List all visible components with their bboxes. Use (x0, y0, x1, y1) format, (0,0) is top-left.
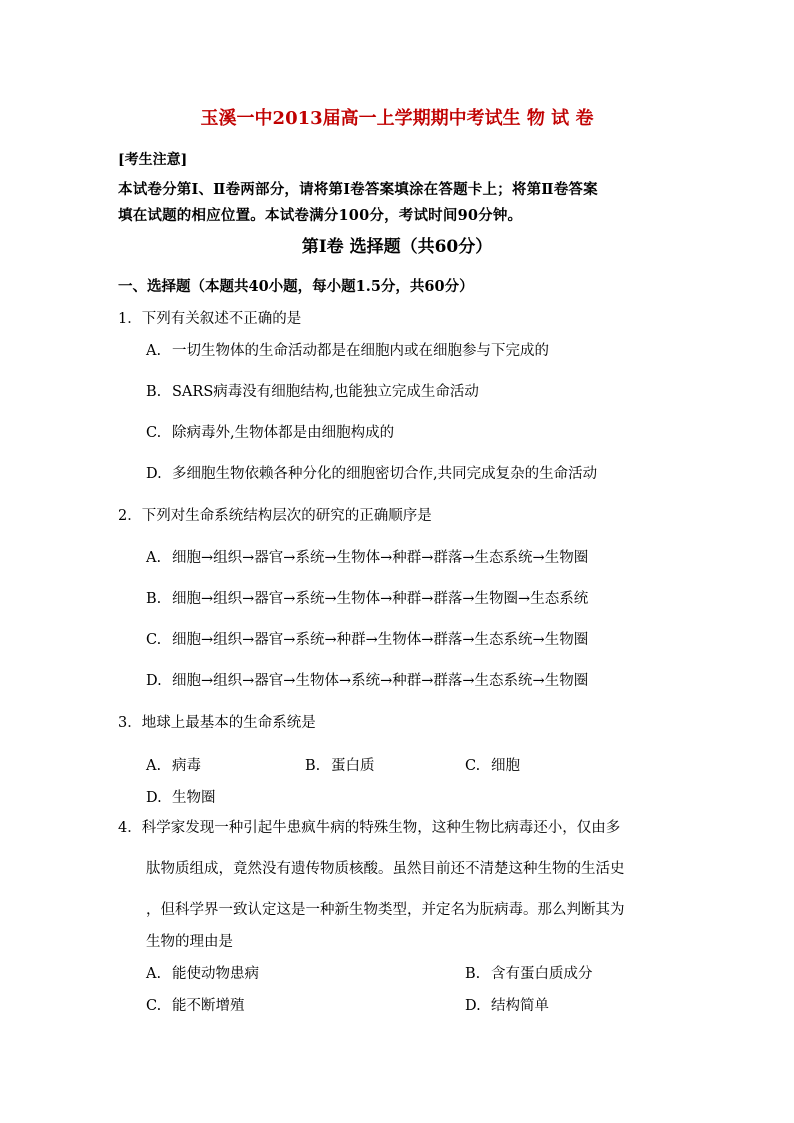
question-4-stem-line-4: 生物的理由是 (146, 934, 233, 950)
question-4-option-b: B. 含有蛋白质成分 (465, 966, 593, 982)
question-3-option-c: C. 细胞 (465, 758, 520, 774)
question-2-option-c: C. 细胞→组织→器官→系统→种群→生物体→群落→生态系统→生物圈 (146, 632, 589, 648)
question-1-option-a: A. 一切生物体的生命活动都是在细胞内或在细胞参与下完成的 (146, 343, 549, 359)
question-4-option-c: C. 能不断增殖 (146, 998, 245, 1014)
question-4-option-d: D. 结构简单 (465, 998, 549, 1014)
part-title: 一、选择题（本题共40小题，每小题1.5分，共60分） (118, 278, 474, 295)
exam-title: 玉溪一中2013届高一上学期期中考试生 物 试 卷 (200, 108, 594, 129)
question-4-stem-line-2: 肽物质组成，竟然没有遗传物质核酸。虽然目前还不清楚这种生物的生活史 (146, 861, 625, 877)
question-1-option-b: B. SARS病毒没有细胞结构,也能独立完成生命活动 (146, 384, 479, 400)
question-2-option-d: D. 细胞→组织→器官→生物体→系统→种群→群落→生态系统→生物圈 (146, 673, 589, 689)
intro-line-1: 本试卷分第Ⅰ、Ⅱ卷两部分，请将第Ⅰ卷答案填涂在答题卡上；将第Ⅱ卷答案 (118, 181, 598, 198)
question-4-option-a: A. 能使动物患病 (146, 966, 259, 982)
intro-line-2: 填在试题的相应位置。本试卷满分100分，考试时间90分钟。 (118, 207, 523, 224)
question-2-stem: 2．下列对生命系统结构层次的研究的正确顺序是 (118, 508, 432, 524)
notice-label: [考生注意] (118, 152, 188, 168)
question-3-option-a: A. 病毒 (146, 758, 201, 774)
section-title: 第Ⅰ卷 选择题（共60分） (301, 237, 493, 257)
question-4-stem: 4．科学家发现一种引起牛患疯牛病的特殊生物，这种生物比病毒还小，仅由多 (118, 820, 621, 836)
question-1-option-c: C. 除病毒外,生物体都是由细胞构成的 (146, 425, 395, 441)
question-3-option-b: B. 蛋白质 (305, 758, 375, 774)
question-4-stem-line-3: ，但科学界一致认定这是一种新生物类型，并定名为朊病毒。那么判断其为 (146, 902, 625, 918)
question-3-option-d: D. 生物圈 (146, 790, 216, 806)
question-2-option-b: B. 细胞→组织→器官→系统→生物体→种群→群落→生物圈→生态系统 (146, 591, 589, 607)
question-1-option-d: D. 多细胞生物依赖各种分化的细胞密切合作,共同完成复杂的生命活动 (146, 466, 598, 482)
question-1-stem: 1．下列有关叙述不正确的是 (118, 311, 302, 327)
question-2-option-a: A. 细胞→组织→器官→系统→生物体→种群→群落→生态系统→生物圈 (146, 550, 589, 566)
question-3-stem: 3．地球上最基本的生命系统是 (118, 715, 316, 731)
